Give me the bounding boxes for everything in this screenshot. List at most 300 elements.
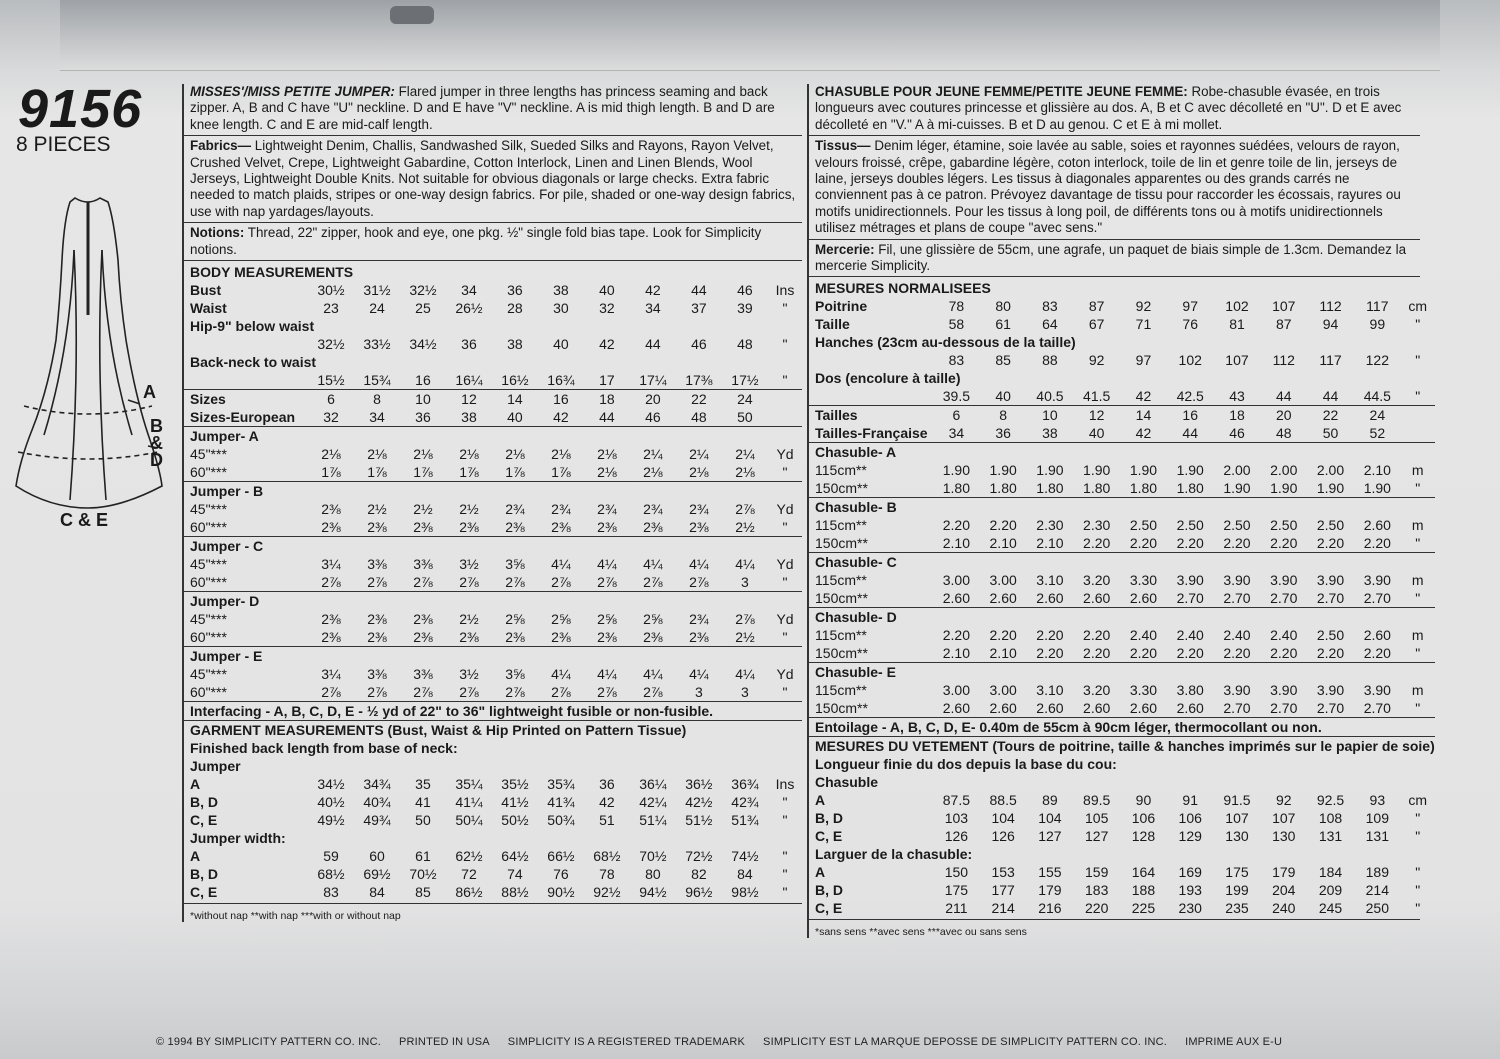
value-cell: 42 (645, 282, 661, 299)
value-cell: 1.80 (942, 480, 970, 497)
value-cell: 2⅜ (413, 629, 433, 646)
value-cell: 2.20 (942, 517, 970, 534)
value-cell: 36 (599, 776, 615, 793)
row-label: Taille (815, 316, 850, 333)
value-cell: 2⅜ (505, 519, 525, 536)
value-cell: 2⅜ (459, 519, 479, 536)
value-cell: 35 (415, 776, 431, 793)
value-cell: 3½ (459, 556, 479, 573)
value-cell: 44 (691, 282, 707, 299)
unit-cell: " (782, 629, 788, 646)
value-cell: 2⅜ (643, 519, 663, 536)
section-heading-row (184, 482, 802, 501)
value-cell: 2.20 (1223, 535, 1251, 552)
pattern-number: 9156 (18, 79, 143, 139)
value-cell: 2⅞ (689, 574, 709, 591)
divider-line (184, 903, 802, 904)
value-cell: 34½ (317, 776, 345, 793)
notions-label: Notions: (190, 225, 245, 241)
value-cell: 80 (995, 298, 1011, 315)
value-cell: 4¼ (735, 666, 755, 683)
unit-cell: " (782, 519, 788, 536)
unit-cell: " (1415, 480, 1421, 497)
row-label: 115cm** (815, 517, 867, 534)
value-cell: 2.50 (1316, 517, 1345, 534)
value-cell: 48 (691, 409, 707, 426)
value-cell: 23 (323, 300, 339, 317)
footer-text: PRINTED IN USA (398, 1036, 490, 1048)
unit-cell: " (1415, 700, 1421, 717)
value-cell: 1.90 (1036, 462, 1064, 479)
value-cell: 1.90 (1270, 480, 1298, 497)
value-cell: 2.50 (1129, 517, 1158, 534)
value-cell: 2⅛ (413, 446, 433, 463)
value-cell: 204 (1272, 882, 1296, 899)
section-heading: Chasuble- C (809, 553, 1435, 572)
value-cell: 61 (415, 848, 431, 865)
value-cell: 2⅞ (367, 574, 387, 591)
value-cell: 250 (1365, 900, 1389, 917)
value-cell: 60 (369, 848, 385, 865)
value-cell: 42¼ (639, 794, 667, 811)
section-heading-row (184, 739, 802, 757)
table-row (809, 516, 1435, 534)
fabrics-paragraph (809, 138, 1420, 236)
value-cell: 69½ (363, 866, 391, 883)
value-cell: 2⅜ (367, 611, 387, 628)
value-cell: 36½ (685, 776, 713, 793)
unit-cell: Ins (775, 776, 795, 793)
value-cell: 106 (1178, 810, 1202, 827)
value-cell: 2.50 (1316, 627, 1345, 644)
value-cell: 2.20 (1036, 645, 1064, 662)
section-heading-row (184, 592, 802, 611)
value-cell: 2½ (459, 501, 479, 518)
value-cell: 2⅞ (367, 684, 387, 701)
table-row (184, 883, 802, 901)
value-cell: 36¾ (731, 776, 759, 793)
value-cell: 122 (1365, 352, 1389, 369)
value-cell: 76 (1182, 316, 1198, 333)
value-cell: 211 (945, 900, 968, 917)
value-cell: 220 (1085, 900, 1109, 917)
value-cell: 1⅞ (505, 464, 525, 481)
unit-cell: " (782, 866, 788, 883)
value-cell: 107 (1225, 810, 1249, 827)
value-cell: 43 (1229, 388, 1245, 405)
table-row (184, 811, 802, 829)
value-cell: 2.10 (1036, 535, 1064, 552)
value-cell: 2½ (413, 501, 433, 518)
value-cell: 2⅜ (321, 519, 341, 536)
pieces-count: 8 PIECES (16, 133, 111, 156)
value-cell: 3¼ (321, 666, 341, 683)
value-cell: 4¼ (643, 556, 663, 573)
value-cell: 2.70 (1316, 590, 1345, 607)
value-cell: 2⅛ (551, 446, 571, 463)
style-description: Flared jumper in three lengths has princess seaming and back zipper. A, B and C have "U" neckline. D and E have "V" neckline. A is mid thigh length. B and D are knee length. C and E are mid-calf length. (190, 84, 775, 132)
value-cell: 2.40 (1129, 627, 1158, 644)
value-cell: 92 (1088, 352, 1105, 369)
section-heading-row (809, 755, 1435, 773)
table-row (809, 369, 1435, 387)
unit-cell: " (1415, 864, 1421, 881)
value-cell: 44 (1182, 425, 1198, 442)
value-cell: 3.20 (1083, 682, 1111, 699)
section-heading-row (809, 845, 1435, 863)
row-label: Tailles-Française (815, 425, 928, 442)
table-row (809, 881, 1435, 899)
value-cell: 3⅝ (505, 666, 525, 683)
value-cell: 76 (553, 866, 569, 883)
unit-cell: " (782, 372, 788, 389)
value-cell: 99 (1369, 316, 1386, 333)
section-heading-row (809, 737, 1435, 756)
footnote: *sans sens **avec sens ***avec ou sans sens (815, 926, 1027, 939)
table-row (184, 573, 802, 592)
footer-text: SIMPLICITY IS A REGISTERED TRADEMARK (507, 1036, 746, 1048)
table-row (809, 699, 1435, 718)
value-cell: 1.90 (1083, 462, 1111, 479)
row-label: 150cm** (815, 645, 868, 662)
value-cell: 3.80 (1176, 682, 1204, 699)
section-heading-row (809, 608, 1435, 627)
value-cell: 2⅞ (597, 684, 617, 701)
value-cell: 2¼ (735, 446, 755, 463)
table-row (809, 644, 1435, 663)
section-heading: Larguer de la chasuble: (815, 846, 973, 863)
value-cell: 89.5 (1083, 792, 1111, 809)
row-label (809, 387, 933, 406)
row-label: Sizes-European (190, 409, 296, 426)
value-cell: 2.40 (1270, 627, 1298, 644)
value-cell: 20 (1260, 406, 1307, 425)
fabrics-text: Denim léger, étamine, soie lavée au sable, soies et rayonnes suédées, velours de rayon, velours froissé, crêpe, gabardine légère, coton interlock, toile de lin et genre toile de lin, jerseys de laine, jerseys doubles légers. Les tissus à diagonales apparentes ou des grands carrés ne conviennent pas à ce patron. Prévoyez davantage de tissu pour raccorder les écossais, rayures ou motifs unidirectionnels. Pour les tissus à long poil, de différents tons ou à motifs unidirectionnels utilisez métrages et plans de coupe "avec sens." (815, 138, 1401, 236)
table-row (184, 793, 802, 811)
value-cell: 2⅝ (505, 611, 525, 628)
value-cell: 35¾ (547, 776, 575, 793)
table-row (184, 865, 802, 883)
footnote: *without nap **with nap ***with or without nap (190, 910, 401, 923)
table-row (809, 424, 1435, 443)
unit-cell: Yd (776, 611, 794, 628)
unit-cell (768, 408, 802, 427)
value-cell: 216 (1038, 900, 1062, 917)
value-cell: 127 (1038, 828, 1062, 845)
view-label-ce: C & E (60, 510, 109, 530)
unit-cell: m (1411, 462, 1424, 479)
fabrics-label: Fabrics— (190, 138, 252, 154)
table-row (809, 863, 1435, 881)
value-cell: 2.10 (942, 645, 970, 662)
table-row (809, 333, 1435, 351)
value-cell: 20 (630, 390, 676, 409)
value-cell: 175 (944, 882, 969, 899)
value-cell: 42.5 (1176, 388, 1204, 405)
copyright-footer (156, 1036, 1496, 1048)
row-label: 60"*** (190, 684, 227, 701)
table-row (184, 390, 802, 409)
value-cell: 103 (944, 810, 969, 827)
row-label: C, E (815, 900, 843, 917)
value-cell: 62½ (455, 848, 483, 865)
value-cell: 2¾ (689, 611, 709, 628)
table-row (184, 518, 802, 537)
value-cell: 2½ (735, 629, 755, 646)
divider-line (184, 222, 802, 223)
value-cell: 2.50 (1176, 517, 1204, 534)
unit-cell: Ins (775, 282, 795, 299)
value-cell: 2⅛ (597, 464, 617, 481)
notions-label: Mercerie: (815, 241, 875, 257)
value-cell: 2.70 (1270, 590, 1298, 607)
value-cell: 91.5 (1223, 792, 1251, 809)
value-cell: 39 (737, 300, 753, 317)
value-cell: 50 (415, 812, 431, 829)
value-cell: 30½ (317, 282, 345, 299)
view-label-bd-text: B & D (150, 416, 163, 470)
flap-notch (390, 6, 434, 24)
row-label: 60"*** (190, 519, 227, 536)
value-cell: 22 (676, 390, 722, 409)
value-cell: 2⅞ (505, 574, 525, 591)
measurement-table (184, 263, 802, 901)
value-cell: 10 (1027, 406, 1074, 425)
value-cell: 159 (1085, 864, 1109, 881)
unit-cell: " (1415, 388, 1421, 405)
row-label: Back-neck to waist (190, 354, 317, 371)
value-cell: 3.90 (1363, 682, 1391, 699)
value-cell: 72½ (685, 848, 713, 865)
value-cell: 32½ (317, 336, 345, 353)
row-label: 45"*** (190, 666, 227, 683)
value-cell: 2⅜ (367, 519, 387, 536)
value-cell: 44 (1322, 388, 1339, 405)
table-row (809, 681, 1435, 699)
section-heading: Longueur finie du dos depuis la base du cou: (815, 756, 1117, 773)
value-cell: 130 (1225, 828, 1249, 845)
value-cell: 2⅞ (597, 574, 617, 591)
table-row (184, 463, 802, 482)
value-cell: 183 (1085, 882, 1109, 899)
value-cell: 50½ (501, 812, 529, 829)
value-cell: 85 (995, 352, 1011, 369)
value-cell: 177 (991, 882, 1015, 899)
value-cell: 2.20 (989, 627, 1017, 644)
value-cell: 16¾ (547, 372, 575, 389)
value-cell: 78 (948, 298, 965, 315)
table-row (809, 899, 1435, 917)
value-cell: 2⅜ (551, 519, 571, 536)
value-cell: 16½ (501, 372, 529, 389)
value-cell: 2⅜ (551, 629, 571, 646)
row-label: 115cm** (815, 572, 867, 589)
value-cell: 38 (553, 282, 569, 299)
value-cell: 16¼ (455, 372, 483, 389)
table-row (184, 445, 802, 463)
value-cell: 84 (369, 884, 385, 901)
value-cell: 3⅜ (413, 556, 433, 573)
table-row (184, 353, 802, 371)
value-cell: 3.00 (942, 572, 970, 589)
value-cell: 129 (1178, 828, 1202, 845)
value-cell: 105 (1085, 810, 1109, 827)
value-cell: 80 (645, 866, 661, 883)
value-cell: 36 (415, 409, 431, 426)
section-heading: Jumper - B (184, 482, 802, 501)
value-cell: 42 (599, 336, 615, 353)
table-row (809, 387, 1435, 406)
value-cell: 89 (1042, 792, 1058, 809)
value-cell: 117 (1366, 298, 1389, 315)
value-cell: 71 (1135, 316, 1152, 333)
table-row (184, 500, 802, 518)
unit-cell: " (782, 812, 788, 829)
table-row (809, 406, 1435, 425)
value-cell: 3.90 (1363, 572, 1391, 589)
value-cell: 83 (1042, 298, 1058, 315)
section-heading-row (184, 427, 802, 446)
notions-text: Thread, 22" zipper, hook and eye, one pkg. ½" single fold bias tape. Look for Simplicity notions. (190, 225, 762, 257)
value-cell: 112 (1272, 352, 1295, 369)
value-cell: 50 (737, 409, 753, 426)
value-cell: 2⅜ (597, 519, 617, 536)
unit-cell: Yd (776, 446, 794, 463)
value-cell: 87.5 (942, 792, 970, 809)
value-cell: 2.20 (1363, 535, 1391, 552)
row-label: B, D (190, 866, 218, 883)
value-cell: 235 (1225, 900, 1249, 917)
value-cell: 83 (323, 884, 339, 901)
value-cell: 2⅞ (459, 574, 479, 591)
unit-cell: " (782, 336, 788, 353)
value-cell: 68½ (593, 848, 621, 865)
value-cell: 102 (1225, 298, 1249, 315)
value-cell: 3.10 (1036, 682, 1064, 699)
value-cell: 44 (645, 336, 661, 353)
value-cell: 17⅜ (685, 372, 713, 389)
table-row (184, 299, 802, 317)
unit-cell (1401, 406, 1435, 425)
value-cell: 2⅜ (505, 629, 525, 646)
row-label: Hanches (23cm au-dessous de la taille) (815, 334, 1076, 351)
value-cell: 92 (1275, 792, 1292, 809)
value-cell: 2.20 (1270, 645, 1298, 662)
value-cell: 34¾ (363, 776, 391, 793)
value-cell: 4¼ (597, 666, 617, 683)
table-row (809, 827, 1435, 845)
unit-cell: " (782, 684, 788, 701)
value-cell: 189 (1365, 864, 1389, 881)
value-cell: 34½ (409, 336, 437, 353)
value-cell: 117 (1319, 352, 1342, 369)
table-row (809, 315, 1435, 333)
unit-cell: " (1415, 828, 1421, 845)
value-cell: 59 (323, 848, 339, 865)
unit-cell: Yd (776, 666, 794, 683)
value-cell: 3.90 (1316, 572, 1345, 589)
section-heading: Interfacing - A, B, C, D, E - ½ yd of 22" to 36" lightweight fusible or non-fusible. (184, 702, 802, 721)
value-cell: 16 (1167, 406, 1214, 425)
value-cell: 2¾ (505, 501, 525, 518)
value-cell: 50¾ (547, 812, 575, 829)
table-row (184, 317, 802, 335)
row-label: A (190, 848, 201, 865)
value-cell: 17 (599, 372, 615, 389)
value-cell: 96½ (685, 884, 713, 901)
table-row (184, 335, 802, 353)
value-cell: 49¾ (363, 812, 391, 829)
value-cell: 2⅝ (643, 611, 663, 628)
value-cell: 109 (1365, 810, 1389, 827)
section-heading-row (809, 553, 1435, 572)
section-heading: GARMENT MEASUREMENTS (Bust, Waist & Hip Printed on Pattern Tissue) (184, 721, 802, 740)
value-cell: 40¾ (363, 794, 391, 811)
style-title: MISSES'/MISS PETITE JUMPER: (190, 84, 395, 99)
unit-cell: " (1415, 882, 1421, 899)
value-cell: 4¼ (551, 666, 571, 683)
row-label: C, E (190, 884, 218, 901)
value-cell: 107 (1272, 298, 1296, 315)
section-heading: Jumper- D (184, 592, 802, 611)
value-cell: 2.60 (1036, 590, 1064, 607)
value-cell: 46 (1229, 425, 1245, 442)
value-cell: 2¾ (551, 501, 571, 518)
row-label: 115cm** (815, 627, 867, 644)
value-cell: 104 (1038, 810, 1062, 827)
value-cell: 2¼ (643, 446, 663, 463)
value-cell: 131 (1318, 828, 1343, 845)
table-row (809, 809, 1435, 827)
unit-cell: " (1415, 810, 1421, 827)
value-cell: 150 (944, 864, 969, 881)
value-cell: 2⅜ (413, 519, 433, 536)
value-cell: 3.00 (989, 572, 1017, 589)
value-cell: 2.20 (1363, 645, 1391, 662)
value-cell: 2.60 (1036, 700, 1064, 717)
value-cell: 175 (1225, 864, 1249, 881)
value-cell: 50¼ (455, 812, 483, 829)
value-cell: 126 (944, 828, 969, 845)
value-cell: 51½ (685, 812, 713, 829)
value-cell: 2½ (367, 501, 387, 518)
section-heading: Chasuble- D (809, 608, 1435, 627)
value-cell: 94 (1322, 316, 1339, 333)
value-cell: 188 (1131, 882, 1156, 899)
value-cell: 51¼ (639, 812, 667, 829)
value-cell: 64 (1042, 316, 1058, 333)
value-cell: 155 (1038, 864, 1062, 881)
value-cell: 179 (1272, 864, 1296, 881)
row-label: Dos (encolure à taille) (815, 370, 961, 387)
unit-cell: m (1411, 517, 1424, 534)
row-label: 115cm** (815, 462, 867, 479)
value-cell: 85 (415, 884, 431, 901)
value-cell: 15½ (317, 372, 345, 389)
value-cell: 3⅜ (367, 666, 387, 683)
value-cell: 106 (1131, 810, 1156, 827)
value-cell: 2⅛ (689, 464, 709, 481)
value-cell: 97 (1182, 298, 1198, 315)
row-label: Poitrine (815, 298, 868, 315)
value-cell: 2.20 (1083, 627, 1111, 644)
value-cell: 3.90 (1316, 682, 1345, 699)
row-label: 60"*** (190, 464, 227, 481)
value-cell: 70½ (639, 848, 667, 865)
value-cell: 2.20 (1083, 645, 1111, 662)
unit-cell: " (782, 884, 788, 901)
unit-cell: " (1415, 900, 1421, 917)
